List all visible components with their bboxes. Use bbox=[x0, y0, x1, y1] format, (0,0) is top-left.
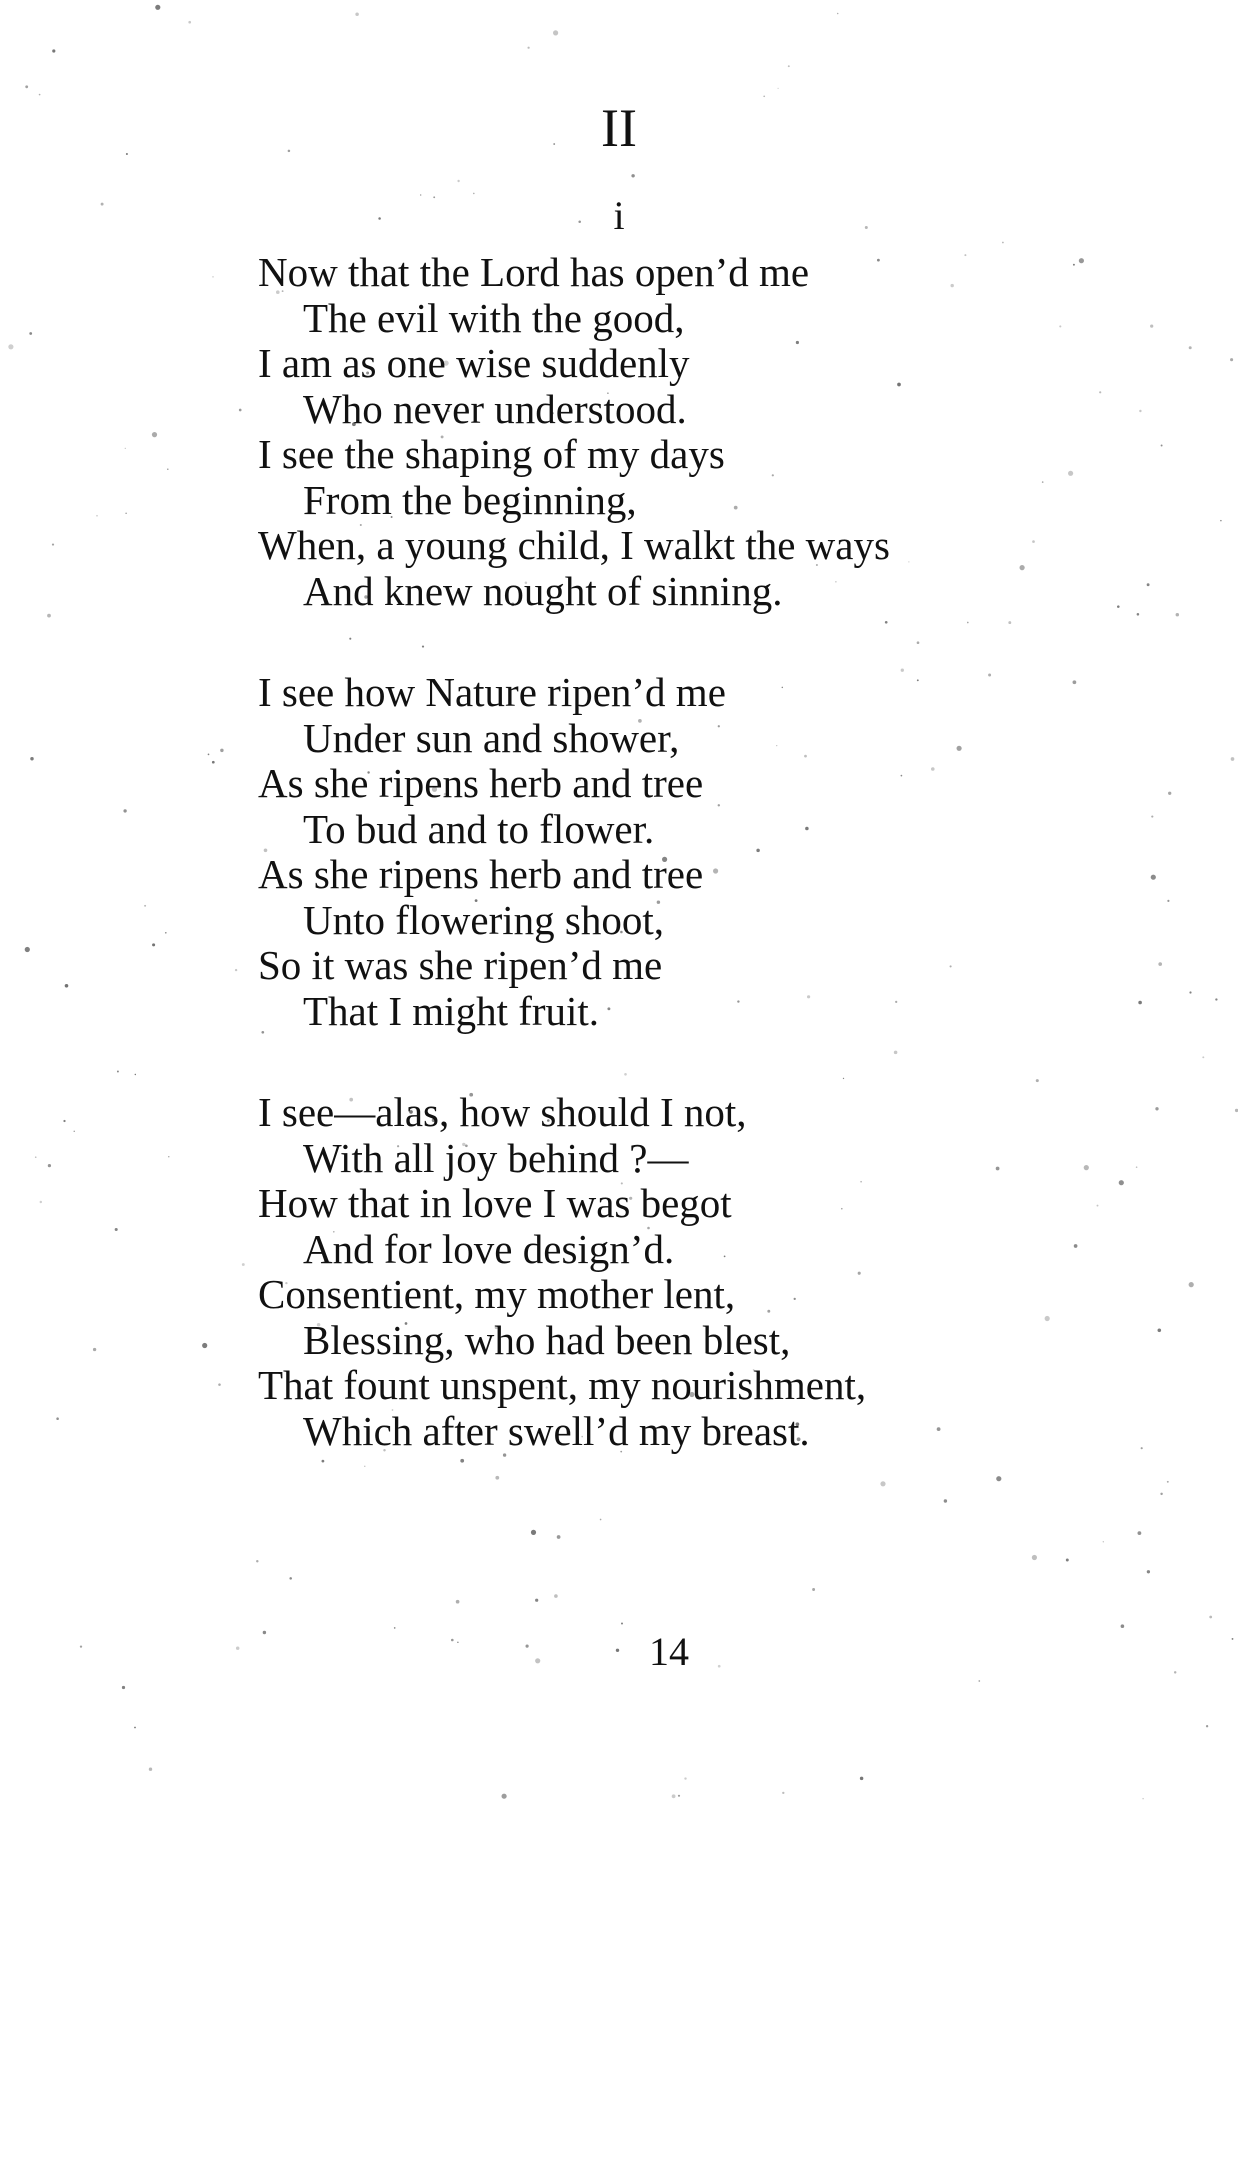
speck bbox=[631, 174, 634, 177]
speck bbox=[1138, 1001, 1142, 1005]
speck bbox=[1158, 962, 1162, 966]
speck bbox=[457, 180, 459, 182]
speck bbox=[1167, 900, 1169, 902]
speck bbox=[144, 905, 146, 907]
speck bbox=[63, 1120, 65, 1122]
poem-line: That I might fruit. bbox=[303, 987, 600, 1034]
speck bbox=[1139, 410, 1141, 412]
speck bbox=[125, 513, 126, 514]
speck bbox=[8, 344, 13, 349]
speck bbox=[1032, 1555, 1037, 1560]
stanza-3 bbox=[258, 1090, 1078, 1454]
speck bbox=[1151, 816, 1153, 818]
poem-line: Unto flowering shoot, bbox=[303, 896, 664, 943]
speck bbox=[149, 1768, 152, 1771]
speck bbox=[212, 761, 215, 764]
speck bbox=[125, 448, 126, 449]
speck bbox=[29, 332, 32, 335]
speck bbox=[621, 1623, 623, 1625]
poem-line: Which after swell’d my breast. bbox=[303, 1407, 810, 1454]
speck bbox=[1099, 391, 1101, 393]
speck bbox=[1155, 1107, 1158, 1110]
speck bbox=[527, 47, 529, 49]
speck bbox=[74, 1131, 75, 1132]
speck bbox=[117, 1071, 119, 1073]
speck bbox=[1137, 613, 1140, 616]
section-heading: i bbox=[613, 193, 625, 238]
poem-line: I see the shaping of my days bbox=[258, 431, 725, 477]
speck bbox=[218, 1383, 221, 1386]
speck bbox=[289, 1577, 292, 1580]
speck bbox=[152, 432, 157, 437]
page-number: 14 bbox=[649, 1629, 689, 1674]
speck bbox=[93, 1348, 96, 1351]
speck bbox=[239, 409, 242, 412]
speck bbox=[122, 1686, 125, 1689]
speck bbox=[557, 1535, 561, 1539]
speck bbox=[52, 49, 55, 52]
poem-line: Blessing, who had been blest, bbox=[303, 1316, 791, 1363]
speck bbox=[788, 65, 790, 67]
poem-line: As she ripens herb and tree bbox=[258, 851, 704, 897]
speck bbox=[1150, 324, 1153, 327]
speck bbox=[531, 1530, 536, 1535]
speck bbox=[65, 984, 69, 988]
speck bbox=[208, 754, 210, 756]
poem-line: I see—alas, how should I not, bbox=[258, 1089, 747, 1135]
speck bbox=[502, 1794, 507, 1799]
speck bbox=[212, 276, 213, 277]
speck bbox=[40, 1201, 42, 1203]
speck bbox=[165, 932, 167, 934]
poem-line: Under sun and shower, bbox=[303, 714, 680, 761]
speck bbox=[600, 1519, 602, 1521]
part-heading: II bbox=[601, 98, 637, 158]
speck bbox=[837, 13, 839, 15]
speck bbox=[115, 1228, 118, 1231]
speck bbox=[672, 1794, 676, 1798]
speck bbox=[168, 1156, 169, 1157]
poem-line: To bud and to flower. bbox=[303, 805, 655, 852]
speck bbox=[48, 1164, 51, 1167]
poem-line: I am as one wise suddenly bbox=[258, 340, 690, 386]
speck bbox=[155, 5, 160, 10]
speck bbox=[1220, 520, 1222, 522]
speck bbox=[25, 85, 28, 88]
speck bbox=[30, 757, 33, 760]
speck bbox=[1147, 583, 1150, 586]
speck bbox=[860, 1777, 864, 1781]
speck bbox=[47, 614, 51, 618]
poem-line: Now that the Lord has open’d me bbox=[258, 249, 810, 295]
speck bbox=[35, 1156, 37, 1158]
speck bbox=[134, 1727, 136, 1729]
poem-line: And for love design’d. bbox=[303, 1225, 675, 1272]
speck bbox=[1167, 1481, 1169, 1483]
speck bbox=[1151, 875, 1156, 880]
speck bbox=[1084, 1165, 1089, 1170]
speck bbox=[1202, 1056, 1204, 1058]
speck bbox=[56, 1417, 59, 1420]
speck bbox=[242, 1263, 245, 1266]
speck bbox=[1161, 445, 1163, 447]
speck bbox=[1142, 1798, 1144, 1800]
speck bbox=[1158, 1329, 1162, 1333]
speck bbox=[1141, 1447, 1143, 1449]
speck bbox=[25, 947, 30, 952]
poem-line: Who never understood. bbox=[303, 385, 687, 432]
speck bbox=[684, 1777, 686, 1779]
speck bbox=[812, 1588, 815, 1591]
speck bbox=[220, 749, 223, 752]
speck bbox=[167, 468, 168, 469]
speck bbox=[1206, 1725, 1208, 1727]
speck bbox=[535, 1599, 538, 1602]
poem-line: That fount unspent, my nourishment, bbox=[258, 1362, 867, 1408]
poem-line: When, a young child, I walkt the ways bbox=[258, 522, 890, 568]
speck bbox=[678, 1795, 680, 1797]
poem-line: How that in love I was begot bbox=[258, 1180, 732, 1226]
speck bbox=[1209, 1616, 1212, 1619]
speck bbox=[1160, 1493, 1162, 1495]
poem-line: As she ripens herb and tree bbox=[258, 760, 704, 806]
poem-line: From the beginning, bbox=[303, 476, 637, 523]
speck bbox=[1189, 991, 1191, 993]
speck bbox=[1189, 1282, 1194, 1287]
poem-line: I see how Nature ripen’d me bbox=[258, 669, 726, 715]
speck bbox=[1097, 1205, 1099, 1207]
speck bbox=[1230, 358, 1233, 361]
speck bbox=[553, 30, 558, 35]
speck bbox=[235, 969, 237, 971]
poem-line: The evil with the good, bbox=[303, 294, 685, 341]
speck bbox=[123, 809, 126, 812]
speck bbox=[1103, 1541, 1104, 1542]
speck bbox=[355, 12, 359, 16]
speck bbox=[1119, 1180, 1124, 1185]
speck bbox=[1066, 1559, 1069, 1562]
speck bbox=[1215, 998, 1217, 1000]
poem-line: So it was she ripen’d me bbox=[258, 942, 663, 988]
speck bbox=[1138, 1531, 1142, 1535]
speck bbox=[1147, 1570, 1150, 1573]
speck bbox=[1231, 757, 1235, 761]
speck bbox=[188, 21, 191, 24]
speck bbox=[256, 1560, 258, 1562]
poem bbox=[258, 250, 1078, 1510]
speck bbox=[1117, 605, 1120, 608]
speck bbox=[1168, 792, 1171, 795]
speck bbox=[554, 1594, 558, 1598]
speck bbox=[96, 515, 98, 517]
speck bbox=[52, 544, 54, 546]
speck bbox=[1189, 346, 1192, 349]
speck bbox=[1136, 1166, 1138, 1168]
speck bbox=[456, 1600, 460, 1604]
speck bbox=[777, 88, 778, 89]
speck bbox=[1079, 258, 1084, 263]
poem-line: And knew nought of sinning. bbox=[303, 567, 783, 614]
speck bbox=[782, 1792, 784, 1794]
speck bbox=[152, 943, 155, 946]
speck bbox=[202, 1343, 207, 1348]
stanza-2 bbox=[258, 670, 1078, 1034]
speck bbox=[1002, 242, 1004, 244]
speck bbox=[1176, 613, 1179, 616]
speck bbox=[978, 1680, 980, 1682]
stanza-1 bbox=[258, 250, 1078, 614]
poem-line: Consentient, my mother lent, bbox=[258, 1271, 736, 1317]
speck bbox=[135, 1074, 136, 1075]
poem-line: With all joy behind ?— bbox=[303, 1134, 689, 1181]
